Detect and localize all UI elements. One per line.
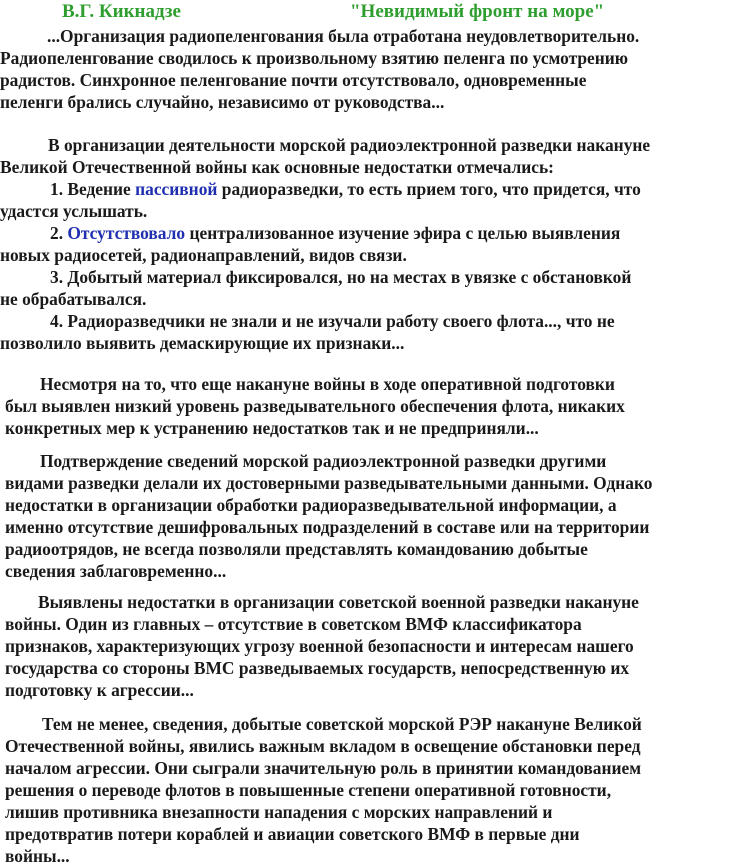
text-line: видами разведки делали их достоверными разведывательными данными. Однако <box>5 473 653 493</box>
paragraph-prewar-assessment <box>5 373 625 439</box>
text-line: был выявлен низкий уровень разведывательного обеспечения флота, никаких <box>5 396 625 416</box>
paragraph-confirmation <box>5 450 652 582</box>
text-line: пеленги брались случайно, независимо от руководства... <box>0 92 445 112</box>
text-line: 3. Добытый материал фиксировался, но на местах в увязке с обстановкой <box>50 267 632 287</box>
text-line: конкретных мер к устранению недостатков так и не предприняли... <box>5 418 539 438</box>
text-line: Отечественной войны, явились важным вкладом в освещение обстановки перед <box>5 736 641 756</box>
paragraph-identified-shortcomings <box>5 591 639 701</box>
list-item-2 <box>0 222 641 266</box>
text-line: подготовку к агрессии... <box>5 680 194 700</box>
text-line: радиоотрядов, не всегда позволяли представлять командованию добытые <box>5 539 588 559</box>
text-line: ...Организация радиопеленгования была отработана неудовлетворительно. <box>47 26 640 46</box>
text-line: признаков, характеризующих угрозу военной безопасности и интересам нашего <box>5 636 634 656</box>
paragraph-radio-direction-finding <box>0 25 639 113</box>
text-line: новых радиосетей, радионаправлений, видов связи. <box>0 245 407 265</box>
header <box>0 1 732 25</box>
paragraph-shortcomings-intro <box>0 134 650 178</box>
text-line: В организации деятельности морской радиоэлектронной разведки накануне <box>48 135 651 155</box>
shortcomings-list <box>0 178 641 354</box>
text-line: войны... <box>5 846 70 866</box>
text-line: войны. Один из главных – отсутствие в советском ВМФ классификатора <box>5 614 582 634</box>
text-line: позволило выявить демаскирующие их признаки... <box>0 333 405 353</box>
highlight-passive: пассивной <box>135 179 218 199</box>
text-line: началом агрессии. Они сыграли значительную роль в принятии командованием <box>5 758 642 778</box>
text-line: Подтверждение сведений морской радиоэлектронной разведки другими <box>40 451 607 471</box>
highlight-absent: Отсутствовало <box>67 223 186 243</box>
text-line: Тем не менее, сведения, добытые советской морской РЭР накануне Великой <box>42 714 642 734</box>
text-line: 4. Радиоразведчики не знали и не изучали работу своего флота..., что не <box>50 311 615 331</box>
paragraph-conclusion <box>5 713 642 867</box>
text-line: Великой Отечественной войны как основные недостатки отмечались: <box>0 157 554 177</box>
text-line: 2. Отсутствовало централизованное изучение эфира с целью выявления <box>50 223 621 243</box>
text-line: государства со стороны ВМС разведываемых государств, непосредственную их <box>5 658 630 678</box>
author-name: В.Г. Кикнадзе <box>62 1 181 22</box>
text-line: недостатки в организации обработки радиоразведывательной информации, а <box>5 495 617 515</box>
list-item-3 <box>0 266 641 310</box>
text-line: 1. Ведение пассивной радиоразведки, то есть прием того, что придется, что <box>50 179 641 199</box>
text-line: Радиопеленгование сводилось к произвольному взятию пеленга по усмотрению <box>0 48 629 68</box>
text-line: предотвратив потери кораблей и авиации советского ВМФ в первые дни <box>5 824 580 844</box>
text-line: Несмотря на то, что еще накануне войны в ходе оперативной подготовки <box>40 374 615 394</box>
text-line: радистов. Синхронное пеленгование почти отсутствовало, одновременные <box>0 70 587 90</box>
text-line: не обрабатывался. <box>0 289 147 309</box>
text-line: именно отсутствие дешифровальных подразделений в составе или на территории <box>5 517 650 537</box>
book-title: "Невидимый фронт на море" <box>350 1 605 22</box>
list-item-1 <box>0 178 641 222</box>
text-line: сведения заблаговременно... <box>5 561 227 581</box>
list-item-4 <box>0 310 641 354</box>
text-line: Выявлены недостатки в организации советской военной разведки накануне <box>38 592 639 612</box>
text-line: лишив противника внезапности нападения с морских направлений и <box>5 802 553 822</box>
text-line: решения о переводе флотов в повышенные степени оперативной готовности, <box>5 780 612 800</box>
text-line: удастся услышать. <box>0 201 148 221</box>
